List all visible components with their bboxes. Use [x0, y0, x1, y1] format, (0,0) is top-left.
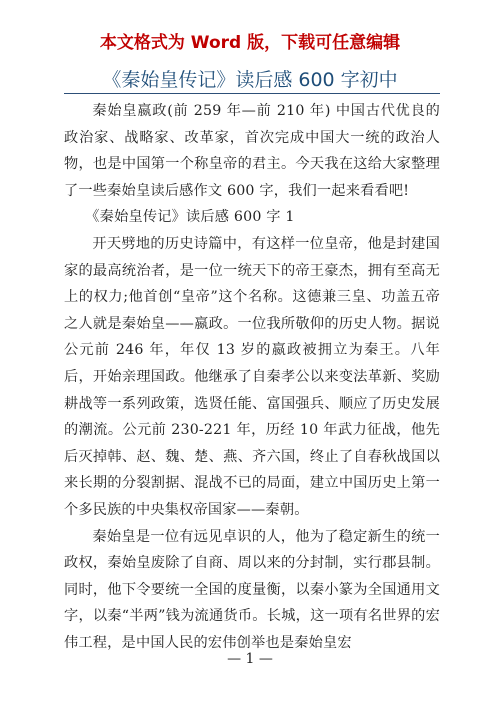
document-banner: 本文格式为 Word 版，下载可任意编辑	[99, 33, 401, 53]
page-number: — 1 —	[227, 651, 273, 667]
body-paragraph: 秦始皇是一位有远见卓识的人，他为了稳定新生的统一政权，秦始皇废除了自商、周以来的分封制，实行郡县制。同时，他下令要统一全国的度量衡，以秦小篆为全国通用文字，以秦“半两”钱为流通货币。长城，这一项有名世界的宏伟工程，是中国人民的宏伟创举也是秦始皇宏	[64, 528, 440, 651]
document-body	[64, 98, 440, 656]
section-subheading: 《秦始皇传记》读后感 600 字 1	[85, 209, 295, 226]
body-paragraph: 开天劈地的历史诗篇中，有这样一位皇帝，他是封建国家的最高统治者，是一位一统天下的帝王豪杰，拥有至高无上的权力;他首创“皇帝”这个名称。这德兼三皇、功盖五帝之人就是秦始皇——嬴政。一位我所敬仰的历史人物。据说公元前 246 年，年仅 13 岁的嬴政被拥立为秦王。八年后，开始亲理国政。他继承了自秦孝公以来变法革新、奖励耕战等一系列政策，选贤任能、富国强兵、顺应了历史发展的潮流。公元前 230-221 年，历经 10 年武力征战，他先后灭掉韩、赵、魏、楚、燕、齐六国，终止了自春秋战国以来长期的分裂割据、混战不已的局面，建立中国历史上第一个多民族的中央集权帝国家——秦朝。	[64, 235, 440, 518]
document-title: 《秦始皇传记》读后感 600 字初中	[102, 69, 398, 91]
title-divider	[64, 93, 440, 94]
intro-paragraph: 秦始皇嬴政(前 259 年—前 210 年) 中国古代优良的政治家、战略家、改革家，首次完成中国大一统的政治人物，也是中国第一个称皇帝的君主。今天我在这给大家整理了一些秦始皇读后感作文 600 字，我们一起来看看吧!	[64, 103, 440, 199]
